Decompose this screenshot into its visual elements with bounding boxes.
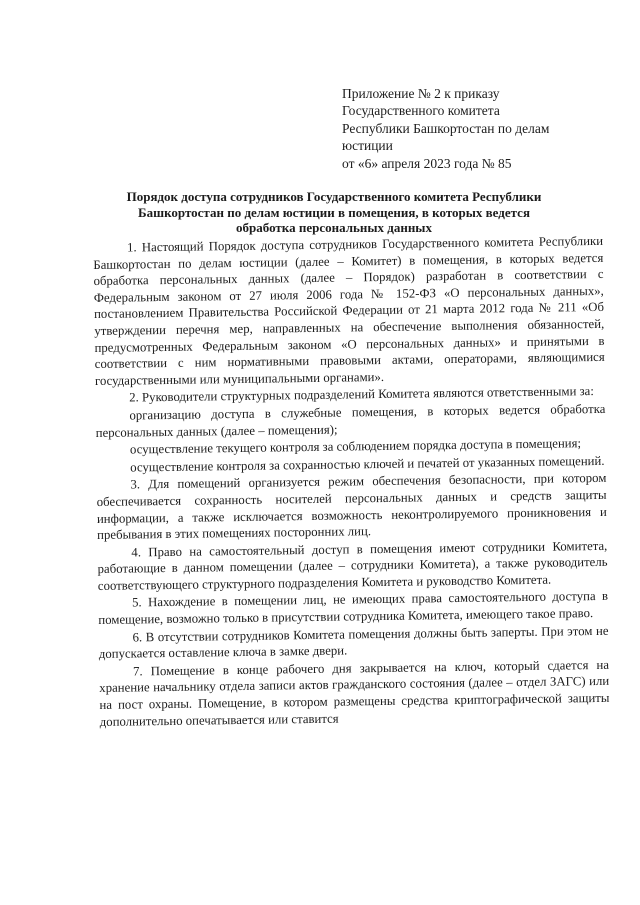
paragraph-5: 5. Нахождение в помещении лиц, не имеющих права самостоятельного доступа в помещение, возможно только в присутствии сотрудника Комитета, имеющего такое право. <box>98 589 609 628</box>
paragraph-4: 4. Право на самостоятельный доступ в помещения имеют сотрудники Комитета, работающие в данном помещении (далее – сотрудники Комитета), а также руководитель соответствующего структурного подразделения Комитета и руководство Комитета. <box>97 538 608 593</box>
appendix-line: Государственного комитета <box>342 103 500 119</box>
appendix-line: Республики Башкортостан по делам <box>342 120 550 136</box>
title-line: Порядок доступа сотрудников Государственного комитета Республики <box>126 189 542 204</box>
document-body <box>93 233 610 730</box>
document-title <box>40 189 628 236</box>
appendix-date-line: от «6» апреля 2023 года № 85 <box>342 155 512 171</box>
title-line: Башкортостан по делам юстиции в помещения, в которых ведется <box>138 204 530 220</box>
paragraph-6: 6. В отсутствии сотрудников Комитета помещения должны быть заперты. При этом не допускается оставление ключа в замке двери. <box>98 623 609 662</box>
paragraph-2: 2. Руководители структурных подразделений Комитета являются ответственными за: <box>129 384 594 405</box>
appendix-line: юстиции <box>342 138 393 154</box>
appendix-line: Приложение № 2 к приказу <box>342 86 500 101</box>
paragraph-1: 1. Настоящий Порядок доступа сотрудников Государственного комитета Республики Башкортостан по делам юстиции (далее – Комитет) в помещения, в которых ведется обработка персональных данных (далее – Порядок) разработан в соответствии с Федеральным законом от 27 июля 2006 года № 152-ФЗ «О персональных данных», постановлением Правительства Российской Федерации от 21 марта 2012 года № 211 «Об утверждении перечня мер, направленных на обеспечение выполнения обязанностей, предусмотренных Федеральным законом «О персональных данных» и принятыми в соответствии с ним нормативными правовыми актами, операторами, являющимися государственными или муниципальными органами». <box>93 233 605 388</box>
title-line: обработка персональных данных <box>236 220 432 236</box>
appendix-header <box>342 85 632 172</box>
paragraph-2-item-control: осуществление текущего контроля за соблюдением порядка доступа в помещения; <box>129 436 582 457</box>
paragraph-2-item-keys: осуществление контроля за сохранностью ключей и печатей от указанных помещений. <box>130 453 605 475</box>
paragraph-7: 7. Помещение в конце рабочего дня закрывается на ключ, который сдается на хранение начальнику отдела записи актов гражданского состояния (далее – отдел ЗАГС) или на пост охраны. Помещение, в котором размещены средства криптографической защиты дополнительно опечатывается или ставится <box>99 657 610 729</box>
paragraph-3: 3. Для помещений организуется режим обеспечения безопасности, при котором обеспечивается сохранность носителей персональных данных и средств защиты информации, а также исключается возможность неконтролируемого проникновения и пребывания в этих помещениях посторонних лиц. <box>96 471 607 543</box>
paragraph-2-item-access: организацию доступа в служебные помещения, в которых ведется обработка персональных данных (далее – помещения); <box>95 401 606 440</box>
